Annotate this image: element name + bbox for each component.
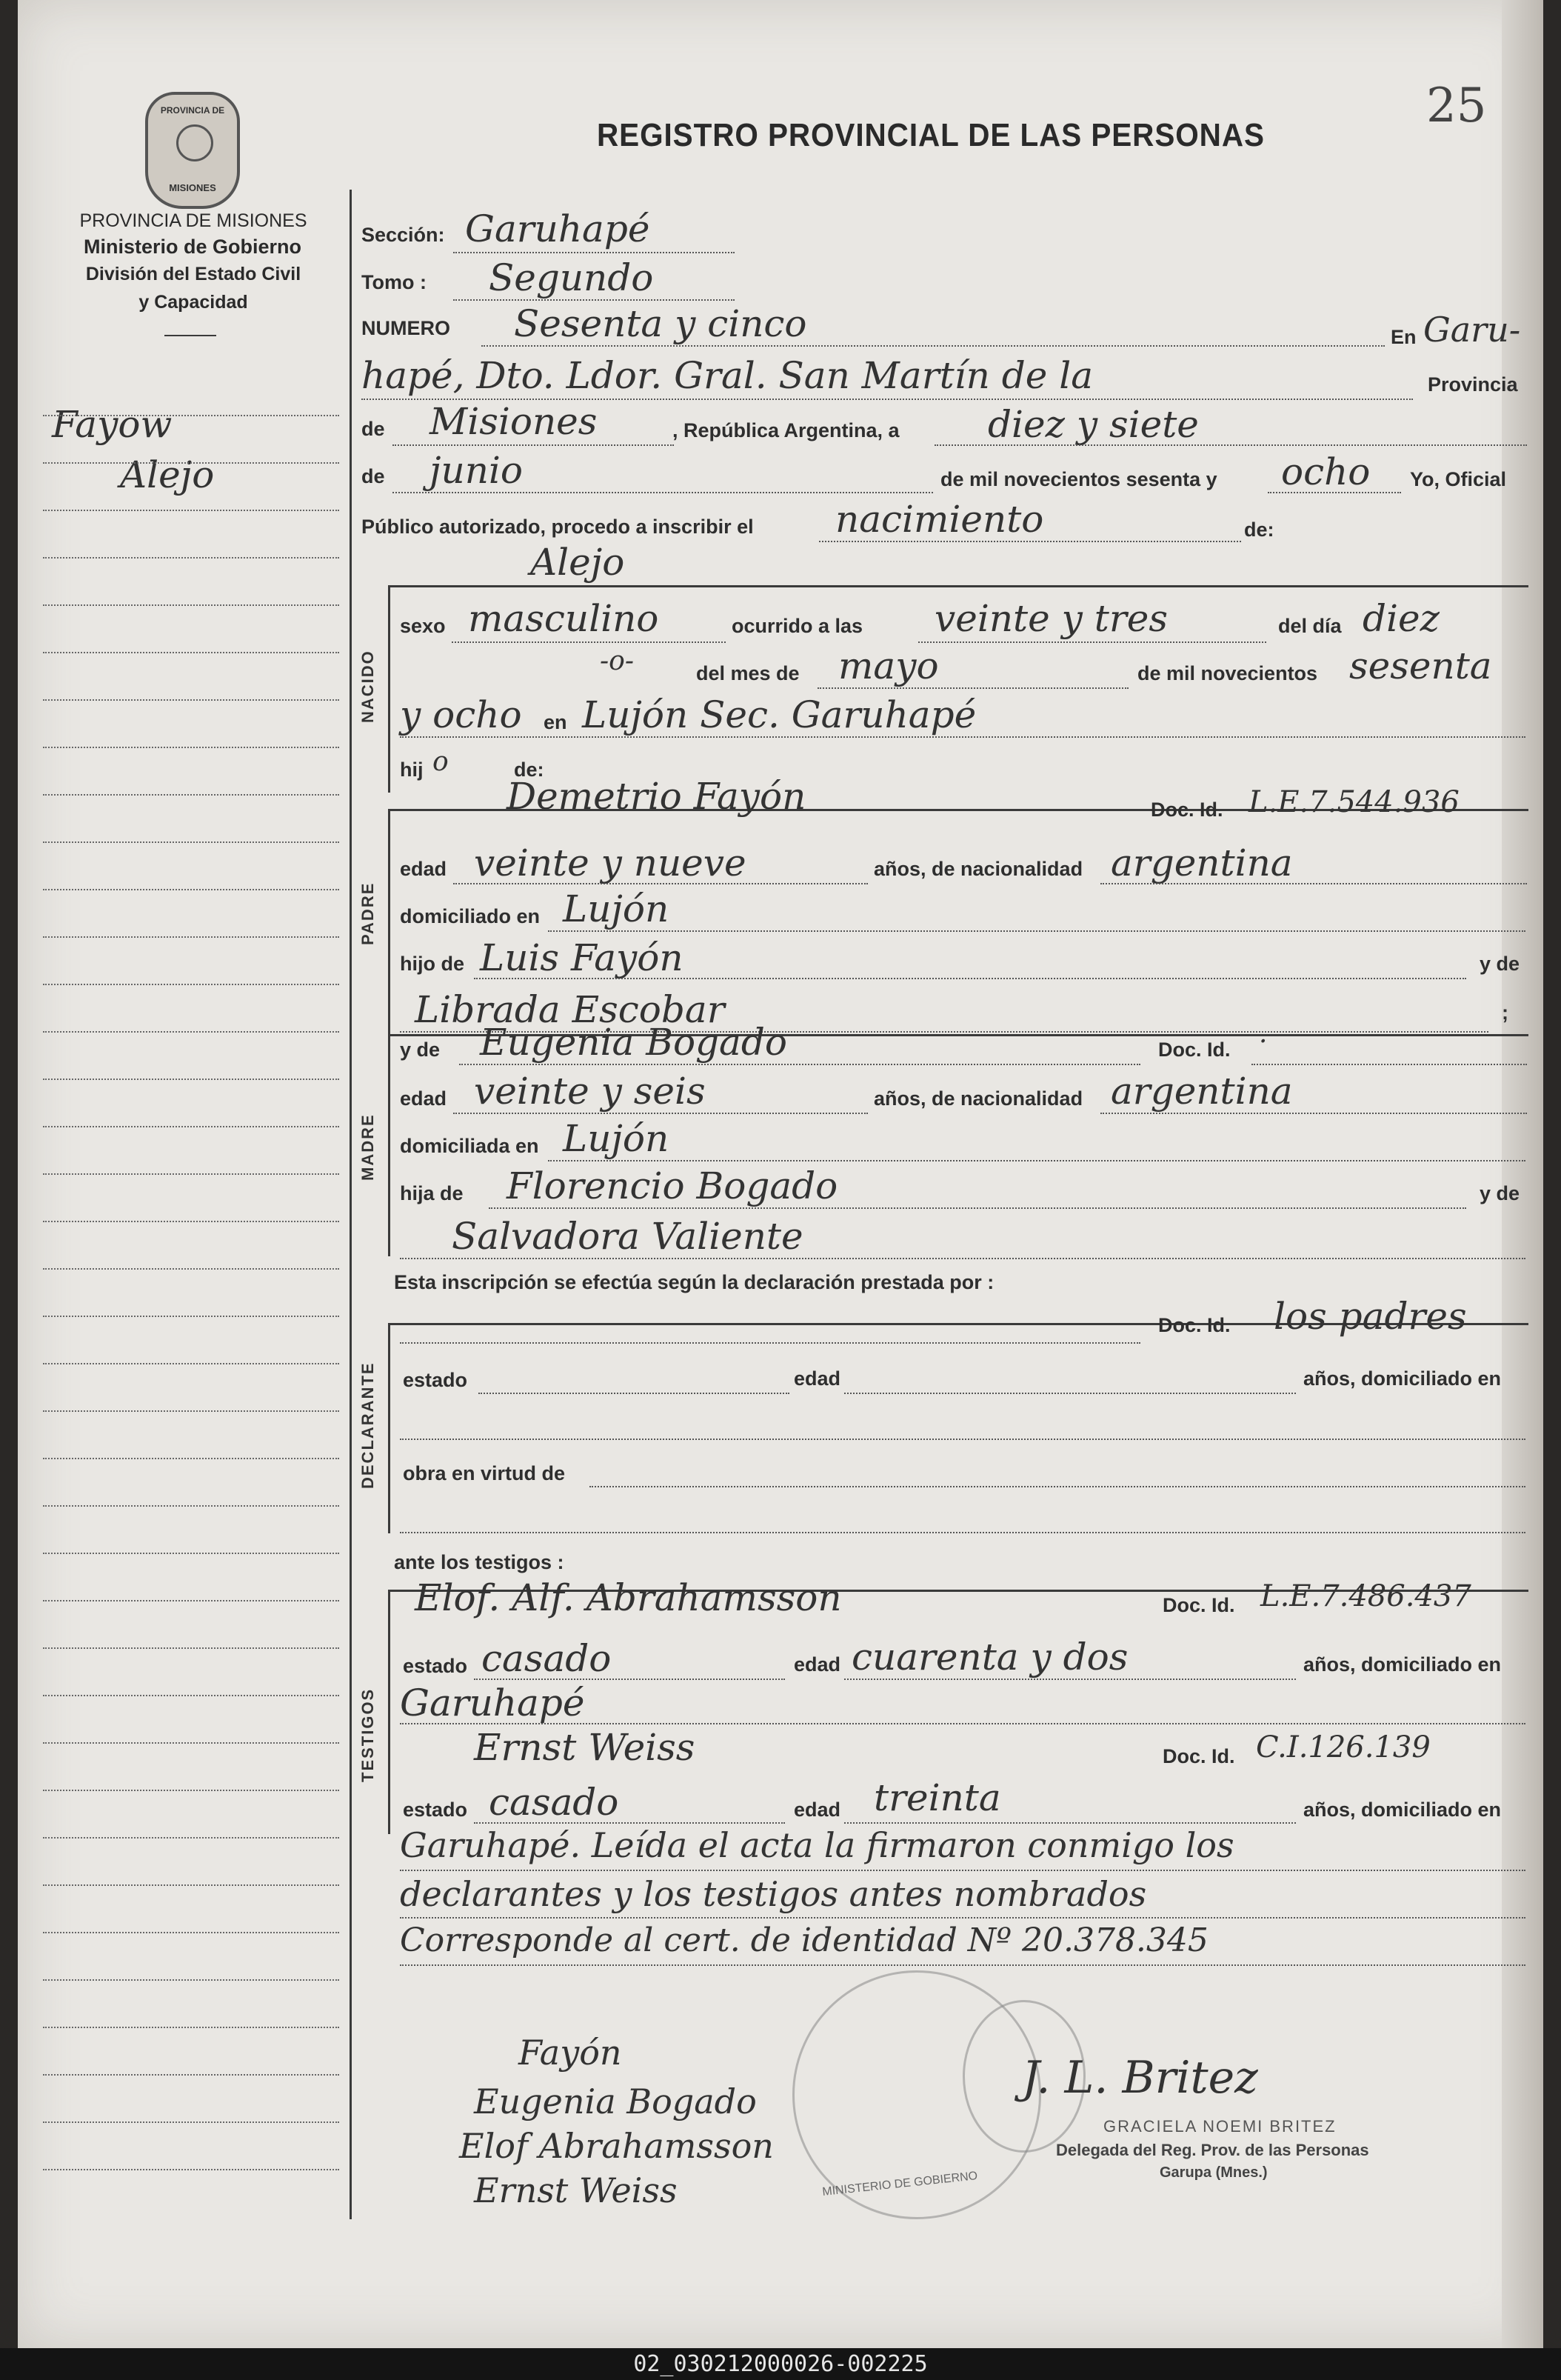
tomo-rule <box>453 299 735 301</box>
testigos-intro: ante los testigos : <box>394 1551 564 1573</box>
hijo-de-label: de: <box>514 759 544 781</box>
date-day-rule <box>935 444 1527 446</box>
coat-of-arms-bottom-text: MISIONES <box>169 182 216 193</box>
padre-edad-rule <box>453 883 868 884</box>
seccion-label: Sección: <box>361 224 445 246</box>
date-day-value: diez y siete <box>988 403 1199 446</box>
page-number: 25 <box>1426 79 1487 133</box>
madre-name: Eugenia Bogado <box>480 1021 787 1064</box>
margin-ruled-line <box>43 984 339 985</box>
sexo-value: masculino <box>468 597 659 640</box>
madre-padre-value: Florencio Bogado <box>507 1164 838 1207</box>
de2-label: de <box>361 465 385 487</box>
margin-ruled-line <box>43 794 339 796</box>
de-rule <box>392 444 674 446</box>
madre-doc-rule <box>1251 1064 1527 1065</box>
signature-1: Fayón <box>518 2033 622 2073</box>
sexo-rule <box>452 641 726 643</box>
closing-line-2: declarantes y los testigos antes nombrados <box>400 1874 1147 1914</box>
padre-name: Demetrio Fayón <box>507 775 806 818</box>
seccion-value: Garuhapé <box>465 207 650 250</box>
office-divider <box>164 335 216 336</box>
margin-ruled-line <box>43 1505 339 1507</box>
nacido-bracket <box>388 585 390 793</box>
office-line-1: PROVINCIA DE MISIONES <box>79 210 307 231</box>
nacido-en-label: en <box>544 711 567 733</box>
testigo1-name: Elof. Alf. Abrahamsson <box>415 1576 842 1619</box>
padre-madre-value: Librada Escobar <box>415 988 725 1031</box>
testigo1-dom-rule <box>400 1723 1525 1724</box>
testigo1-dom-value: Garuhapé <box>400 1681 585 1724</box>
yo-label: Yo, Oficial <box>1410 468 1507 490</box>
de3-label: de: <box>1244 519 1274 541</box>
declarante-estado-label: estado <box>403 1369 468 1391</box>
margin-ruled-line <box>43 1126 339 1127</box>
publico-label: Público autorizado, procedo a inscribir el <box>361 516 754 538</box>
lugar-value: Lujón Sec. Garuhapé <box>582 693 977 736</box>
month-rule <box>392 492 933 493</box>
madre-name-rule <box>459 1064 1140 1065</box>
file-id-bar: 02_030212000026-002225 <box>0 2348 1561 2380</box>
testigo1-anos-label: años, domiciliado en <box>1303 1653 1502 1676</box>
official-title: Delegada del Reg. Prov. de las Personas <box>1056 2141 1369 2159</box>
mes-rule <box>818 687 1129 689</box>
padre-nac-rule <box>1100 883 1527 884</box>
testigo2-estado-rule <box>474 1822 785 1824</box>
acta-type-rule <box>819 541 1241 542</box>
lugar-rule <box>400 736 1525 738</box>
mes-ditto: -o- <box>600 646 635 676</box>
madre-yde-label: y de <box>400 1039 441 1061</box>
year-rule <box>1268 492 1401 493</box>
margin-ruled-line <box>43 1553 339 1554</box>
register-title: REGISTRO PROVINCIAL DE LAS PERSONAS <box>597 117 1265 153</box>
numero-rule <box>481 345 1385 347</box>
margin-ruled-line <box>43 889 339 890</box>
sexo-label: sexo <box>400 615 446 637</box>
testigo1-edad-label: edad <box>794 1653 841 1676</box>
closing-rule-2 <box>400 1917 1525 1919</box>
margin-ruled-line <box>43 1268 339 1270</box>
official-place: Garupa (Mnes.) <box>1160 2164 1268 2181</box>
numero-value: Sesenta y cinco <box>514 302 807 345</box>
declarante-obra-rule <box>589 1486 1525 1487</box>
nacido-side-label: NACIDO <box>358 650 377 723</box>
declarante-extra-rule <box>400 1532 1525 1533</box>
madre-doc-label: Doc. Id. <box>1158 1039 1231 1061</box>
declarante-doc-label: Doc. Id. <box>1158 1314 1231 1336</box>
padre-side-label: PADRE <box>358 881 377 945</box>
testigo1-estado-label: estado <box>403 1655 468 1677</box>
margin-ruled-line <box>43 1173 339 1175</box>
madre-dom-label: domiciliada en <box>400 1135 539 1157</box>
margin-ruled-line <box>43 936 339 938</box>
declarante-estado-rule <box>478 1393 789 1394</box>
margin-ruled-line <box>43 2121 339 2123</box>
madre-edad-value: veinte y seis <box>474 1070 706 1113</box>
de-label: de <box>361 418 385 440</box>
margin-ruled-line <box>43 1837 339 1839</box>
declarante-anos-label: años, domiciliado en <box>1303 1367 1502 1390</box>
office-line-2: Ministerio de Gobierno <box>83 236 302 258</box>
padre-hijo-de-label: hijo de <box>400 953 464 975</box>
month-value: junio <box>429 449 524 492</box>
declarante-dom-rule <box>400 1439 1525 1440</box>
nacido-year-value: sesenta <box>1349 644 1492 687</box>
madre-nac-rule <box>1100 1113 1527 1114</box>
closing-rule-3 <box>400 1964 1525 1966</box>
testigo1-doc-label: Doc. Id. <box>1163 1594 1235 1616</box>
margin-ruled-line <box>43 1790 339 1791</box>
margin-ruled-line <box>43 1363 339 1364</box>
signature-2: Eugenia Bogado <box>474 2081 757 2121</box>
numero-label: NUMERO <box>361 317 450 339</box>
coat-of-arms-emblem <box>145 92 240 209</box>
margin-ruled-line <box>43 1979 339 1981</box>
testigo2-doc-value: C.I.126.139 <box>1256 1730 1431 1764</box>
testigo1-edad-value: cuarenta y dos <box>852 1636 1129 1679</box>
madre-doc-value: · <box>1259 1027 1268 1057</box>
madre-dom-rule <box>548 1160 1525 1161</box>
hora-rule <box>918 641 1266 643</box>
testigo2-edad-label: edad <box>794 1799 841 1821</box>
mil-label: de mil novecientos sesenta y <box>940 468 1217 490</box>
testigo1-doc-value: L.E.7.486.437 <box>1260 1579 1471 1613</box>
madre-nac-label: años, de nacionalidad <box>874 1087 1083 1110</box>
declarante-name-rule <box>400 1342 1140 1344</box>
margin-name: Alejo <box>120 453 215 496</box>
en-value: Garu- <box>1423 310 1521 350</box>
testigos-side-label: TESTIGOS <box>358 1687 377 1782</box>
page-edge <box>1502 0 1543 2348</box>
nacido-year-value-2: y ocho <box>400 693 522 736</box>
padre-dom-label: domiciliado en <box>400 905 541 927</box>
margin-ruled-line <box>43 1932 339 1933</box>
declarante-edad-rule <box>844 1393 1296 1394</box>
testigo2-name: Ernst Weiss <box>474 1726 695 1769</box>
margin-ruled-line <box>43 747 339 748</box>
testigo1-estado-value: casado <box>481 1637 612 1680</box>
declarante-side-label: DECLARANTE <box>358 1361 377 1489</box>
closing-line-1: Garuhapé. Leída el acta la firmaron conmigo los <box>400 1825 1234 1865</box>
margin-ruled-line <box>43 1742 339 1744</box>
closing-line-3: Corresponde al cert. de identidad Nº 20.378.345 <box>400 1921 1209 1959</box>
nacido-bracket-top <box>388 585 1528 587</box>
hijo-suffix: o <box>432 747 449 777</box>
padre-nac-label: años, de nacionalidad <box>874 858 1083 880</box>
signature-3: Elof Abrahamsson <box>459 2126 774 2166</box>
declarante-obra-label: obra en virtud de <box>403 1462 566 1484</box>
official-name: GRACIELA NOEMI BRITEZ <box>1103 2117 1337 2136</box>
hijo-label: hij <box>400 759 424 781</box>
madre-edad-label: edad <box>400 1087 447 1110</box>
declarante-intro: Esta inscripción se efectúa según la declaración prestada por : <box>394 1271 995 1293</box>
madre-dom-value: Lujón <box>563 1117 669 1160</box>
office-line-3: División del Estado Civil <box>85 264 301 284</box>
testigo1-estado-rule <box>474 1679 785 1680</box>
testigo2-doc-label: Doc. Id. <box>1163 1745 1235 1767</box>
margin-ruled-line <box>43 1316 339 1317</box>
padre-semicolon: ; <box>1502 1001 1508 1024</box>
madre-nac-value: argentina <box>1111 1070 1293 1113</box>
padre-padre-rule <box>474 978 1466 979</box>
hora-value: veinte y tres <box>935 597 1168 640</box>
testigos-bracket <box>388 1590 390 1834</box>
mes-label: del mes de <box>696 662 800 684</box>
margin-border <box>350 190 352 2219</box>
provincia-label: Provincia <box>1428 373 1518 396</box>
margin-ruled-line <box>43 1600 339 1601</box>
dia-label: del día <box>1278 615 1342 637</box>
padre-bracket <box>388 809 390 1039</box>
madre-bracket <box>388 1034 390 1256</box>
nacido-name: Alejo <box>530 541 625 584</box>
margin-ruled-line <box>43 841 339 843</box>
padre-doc-label: Doc. Id. <box>1151 799 1223 821</box>
republica-label: , República Argentina, a <box>672 419 900 441</box>
margin-ruled-line <box>43 1221 339 1222</box>
margin-ruled-line <box>43 2169 339 2170</box>
padre-edad-value: veinte y nueve <box>474 841 746 884</box>
margin-ruled-line <box>43 1695 339 1696</box>
margin-ruled-line <box>43 699 339 701</box>
margin-ruled-line <box>43 1410 339 1412</box>
margin-ruled-line <box>43 557 339 559</box>
madre-hija-label: hija de <box>400 1182 464 1204</box>
ocurrido-label: ocurrido a las <box>732 615 863 637</box>
madre-edad-rule <box>453 1113 868 1114</box>
de-value: Misiones <box>429 400 598 443</box>
tomo-label: Tomo : <box>361 271 427 293</box>
testigo2-estado-value: casado <box>489 1781 619 1824</box>
margin-ruled-line <box>43 1884 339 1886</box>
testigo2-edad-rule <box>844 1822 1296 1824</box>
madre-madre-value: Salvadora Valiente <box>452 1215 803 1258</box>
madre-padre-rule <box>489 1207 1466 1209</box>
coat-of-arms-top-text: PROVINCIA DE <box>160 105 225 116</box>
madre-side-label: MADRE <box>358 1113 377 1181</box>
margin-ruled-line <box>43 415 339 416</box>
margin-ruled-line <box>43 652 339 653</box>
padre-padre-value: Luis Fayón <box>480 936 683 979</box>
margin-surname: Fayow <box>52 403 173 446</box>
margin-ruled-line <box>43 1647 339 1649</box>
office-line-4: y Capacidad <box>138 292 248 313</box>
signature-4: Ernst Weiss <box>474 2170 678 2210</box>
coat-of-arms-sun-icon <box>176 124 213 161</box>
declarante-edad-label: edad <box>794 1367 841 1390</box>
declarante-doc-value: los padres <box>1274 1295 1467 1338</box>
closing-rule-1 <box>400 1870 1525 1871</box>
padre-y-de-label: y de <box>1480 953 1520 975</box>
seccion-rule <box>453 252 735 253</box>
mes-value: mayo <box>838 644 939 687</box>
place-line: hapé, Dto. Ldor. Gral. San Martín de la <box>361 354 1094 397</box>
dia-value: diez <box>1363 597 1440 640</box>
testigo2-anos-label: años, domiciliado en <box>1303 1799 1502 1821</box>
testigo2-estado-label: estado <box>403 1799 468 1821</box>
testigo1-edad-rule <box>844 1679 1296 1680</box>
margin-ruled-line <box>43 604 339 606</box>
padre-dom-value: Lujón <box>563 887 669 930</box>
margin-ruled-line <box>43 2027 339 2028</box>
tomo-value: Segundo <box>489 256 654 299</box>
margin-ruled-line <box>43 2074 339 2076</box>
declarante-bracket <box>388 1323 390 1533</box>
padre-dom-rule <box>548 930 1525 932</box>
padre-doc-value: L.E.7.544.936 <box>1249 785 1460 819</box>
official-stamp-text: MINISTERIO DE GOBIERNO <box>821 2170 978 2199</box>
margin-ruled-line <box>43 1079 339 1080</box>
margin-ruled-line <box>43 1031 339 1033</box>
margin-ruled-line <box>43 462 339 464</box>
official-signature: J. L. Britez <box>1022 2052 1258 2104</box>
madre-madre-rule <box>400 1258 1525 1259</box>
nacido-mil-label: de mil novecientos <box>1137 662 1318 684</box>
margin-ruled-line <box>43 1458 339 1459</box>
margin-ruled-line <box>43 510 339 511</box>
year-value: ocho <box>1281 450 1371 493</box>
en-label: En <box>1391 326 1417 348</box>
acta-type-value: nacimiento <box>835 498 1044 541</box>
padre-edad-label: edad <box>400 858 447 880</box>
padre-nac-value: argentina <box>1111 841 1293 884</box>
madre-y-de-label: y de <box>1480 1182 1520 1204</box>
testigo2-edad-value: treinta <box>874 1776 1001 1819</box>
